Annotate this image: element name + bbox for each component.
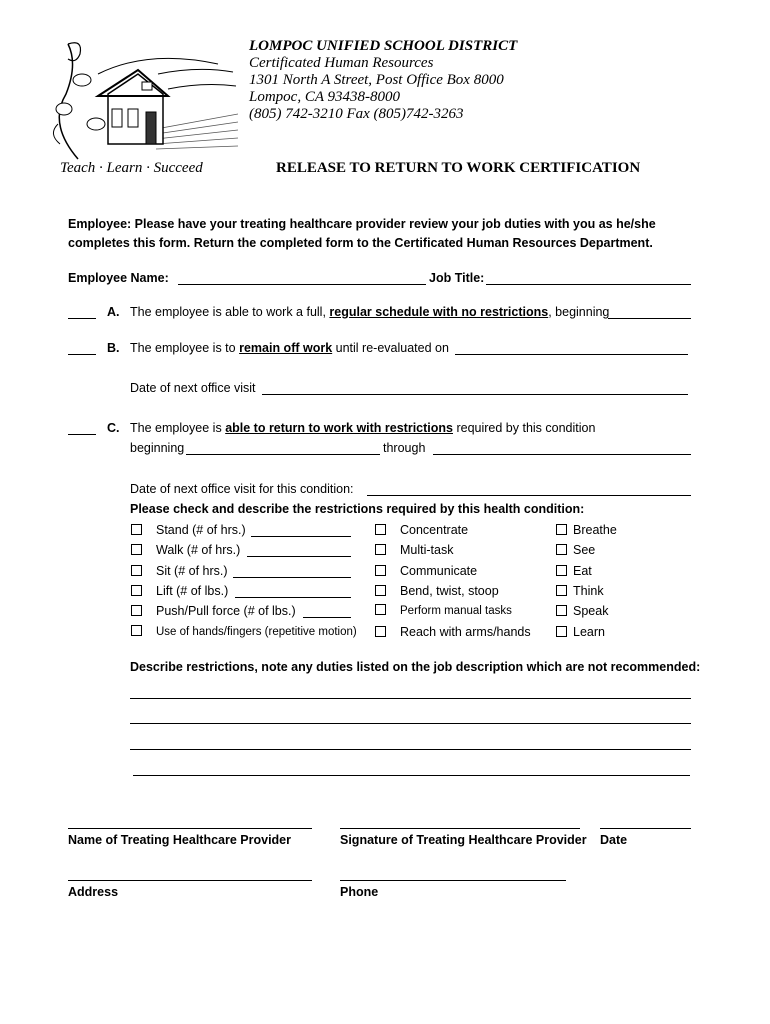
employee-name-label: Employee Name: xyxy=(68,271,169,285)
checkbox-speak[interactable]: Speak xyxy=(556,604,608,618)
checkbox-think[interactable]: Think xyxy=(556,584,604,598)
option-c-letter: C. xyxy=(107,421,120,435)
checkbox-icon[interactable] xyxy=(556,565,567,576)
stand-hours-line[interactable] xyxy=(251,536,351,537)
checkbox-bend-twist[interactable]: Bend, twist, stoop xyxy=(375,584,499,598)
phone-line[interactable] xyxy=(340,880,566,881)
checkbox-icon[interactable] xyxy=(556,605,567,616)
option-c-beginning-line[interactable] xyxy=(186,454,380,455)
job-title-line[interactable] xyxy=(486,284,691,285)
option-c-next-visit-label: Date of next office visit for this condition: xyxy=(130,482,354,496)
district-name: LOMPOC UNIFIED SCHOOL DISTRICT xyxy=(249,38,518,54)
describe-prompt: Describe restrictions, note any duties listed on the job description which are not recommended: xyxy=(130,660,701,674)
option-a-text: The employee is able to work a full, regular schedule with no restrictions, beginning xyxy=(130,305,610,319)
walk-hours-line[interactable] xyxy=(247,556,351,557)
checkbox-icon[interactable] xyxy=(131,625,142,636)
provider-signature-label: Signature of Treating Healthcare Provider xyxy=(340,833,587,847)
option-b-next-visit-line[interactable] xyxy=(262,394,688,395)
option-c-check-line[interactable] xyxy=(68,434,96,435)
checkbox-icon[interactable] xyxy=(556,524,567,535)
checkbox-see[interactable]: See xyxy=(556,543,595,557)
lift-lbs-line[interactable] xyxy=(235,597,351,598)
checkbox-concentrate[interactable]: Concentrate xyxy=(375,523,468,537)
address-line[interactable] xyxy=(68,880,312,881)
describe-line[interactable] xyxy=(130,749,691,750)
restrictions-prompt: Please check and describe the restrictions required by this health condition: xyxy=(130,502,585,516)
option-b-next-visit-label: Date of next office visit xyxy=(130,381,256,395)
checkbox-icon[interactable] xyxy=(375,565,386,576)
provider-name-line[interactable] xyxy=(68,828,312,829)
job-title-label: Job Title: xyxy=(429,271,485,285)
option-b-letter: B. xyxy=(107,341,120,355)
checkbox-stand[interactable]: Stand (# of hrs.) xyxy=(131,523,246,537)
describe-line[interactable] xyxy=(130,698,691,699)
option-a-letter: A. xyxy=(107,305,120,319)
address-line-1: 1301 North A Street, Post Office Box 8000 xyxy=(249,72,504,88)
phone-label: Phone xyxy=(340,885,379,899)
checkbox-eat[interactable]: Eat xyxy=(556,564,592,578)
option-a-date-line[interactable] xyxy=(608,318,691,319)
sit-hours-line[interactable] xyxy=(233,577,351,578)
checkbox-multi-task[interactable]: Multi-task xyxy=(375,543,453,557)
date-line[interactable] xyxy=(600,828,691,829)
push-pull-lbs-line[interactable] xyxy=(303,617,351,618)
checkbox-icon[interactable] xyxy=(131,565,142,576)
checkbox-icon[interactable] xyxy=(375,585,386,596)
checkbox-icon[interactable] xyxy=(375,524,386,535)
form-title: RELEASE TO RETURN TO WORK CERTIFICATION xyxy=(276,160,641,176)
checkbox-hands-fingers[interactable]: Use of hands/fingers (repetitive motion) xyxy=(131,625,357,638)
option-b-text: The employee is to remain off work until re-evaluated on xyxy=(130,341,449,355)
checkbox-icon[interactable] xyxy=(131,524,142,535)
checkbox-icon[interactable] xyxy=(556,626,567,637)
checkbox-reach[interactable]: Reach with arms/hands xyxy=(375,625,531,639)
checkbox-icon[interactable] xyxy=(375,544,386,555)
department-name: Certificated Human Resources xyxy=(249,55,434,71)
option-c-text: The employee is able to return to work with restrictions required by this condition xyxy=(130,421,596,435)
checkbox-icon[interactable] xyxy=(131,605,142,616)
district-logo xyxy=(38,34,238,184)
instructions-line-1: Employee: Please have your treating healthcare provider review your job duties with you as he/she xyxy=(68,217,656,231)
checkbox-sit[interactable]: Sit (# of hrs.) xyxy=(131,564,228,578)
option-a-check-line[interactable] xyxy=(68,318,96,319)
option-b-reevaluate-line[interactable] xyxy=(455,354,688,355)
checkbox-icon[interactable] xyxy=(131,544,142,555)
address-line-2: Lompoc, CA 93438-8000 xyxy=(249,89,400,105)
option-c-beginning-label: beginning xyxy=(130,441,185,455)
checkbox-icon[interactable] xyxy=(556,544,567,555)
provider-signature-line[interactable] xyxy=(340,828,580,829)
describe-line[interactable] xyxy=(130,723,691,724)
checkbox-walk[interactable]: Walk (# of hrs.) xyxy=(131,543,240,557)
date-label: Date xyxy=(600,833,628,847)
employee-name-line[interactable] xyxy=(178,284,426,285)
checkbox-icon[interactable] xyxy=(375,626,386,637)
checkbox-communicate[interactable]: Communicate xyxy=(375,564,477,578)
checkbox-icon[interactable] xyxy=(556,585,567,596)
option-c-through-line[interactable] xyxy=(433,454,691,455)
option-c-through-label: through xyxy=(383,441,426,455)
provider-name-label: Name of Treating Healthcare Provider xyxy=(68,833,291,847)
checkbox-icon[interactable] xyxy=(375,604,386,615)
checkbox-push-pull[interactable]: Push/Pull force (# of lbs.) xyxy=(131,604,296,618)
checkbox-learn[interactable]: Learn xyxy=(556,625,605,639)
phone-fax: (805) 742-3210 Fax (805)742-3263 xyxy=(249,106,464,122)
checkbox-manual-tasks[interactable]: Perform manual tasks xyxy=(375,604,512,617)
option-b-check-line[interactable] xyxy=(68,354,96,355)
checkbox-icon[interactable] xyxy=(131,585,142,596)
instructions-line-2: completes this form. Return the completed form to the Certificated Human Resources Department. xyxy=(68,236,653,250)
checkbox-breathe[interactable]: Breathe xyxy=(556,523,617,537)
logo-motto: Teach · Learn · Succeed xyxy=(60,160,203,176)
address-label: Address xyxy=(68,885,119,899)
checkbox-lift[interactable]: Lift (# of lbs.) xyxy=(131,584,228,598)
schoolhouse-illustration xyxy=(38,34,238,164)
describe-line[interactable] xyxy=(133,775,690,776)
option-c-next-visit-line[interactable] xyxy=(367,495,691,496)
